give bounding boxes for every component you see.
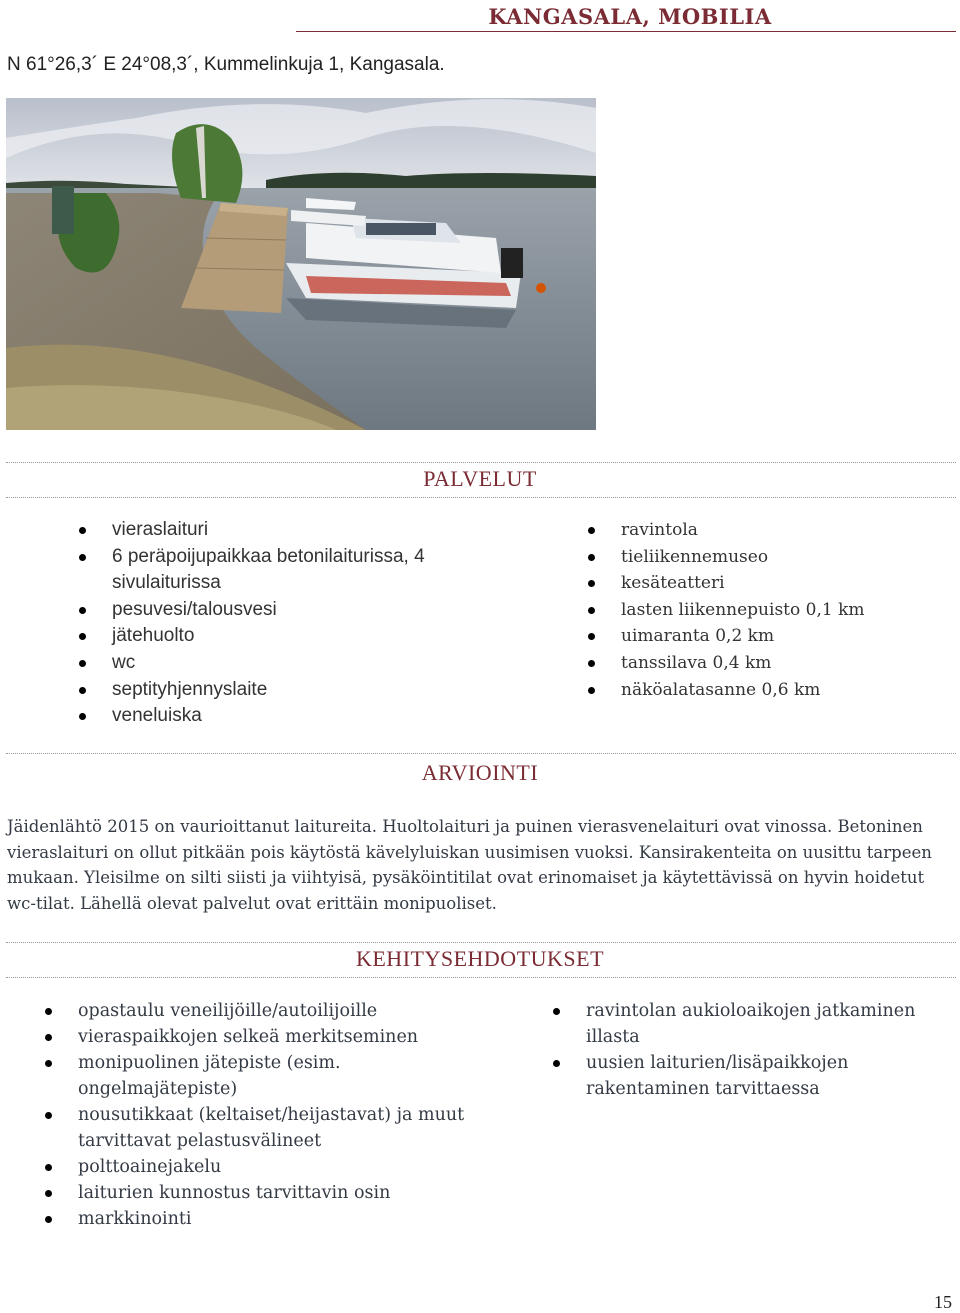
list-item: monipuolinen jätepiste (esim. ongelmajätepiste): [40, 1050, 470, 1102]
list-item: uusien laiturien/lisäpaikkojen rakentaminen tarvittaessa: [548, 1050, 958, 1102]
bullet-icon: [79, 527, 86, 534]
bullet-icon: [45, 1034, 52, 1041]
page-number: 15: [934, 1292, 952, 1312]
bullet-icon: [79, 633, 86, 640]
list-item: opastaulu veneilijöille/autoilijoille: [40, 998, 470, 1024]
header-rule: [296, 31, 956, 32]
arviointi-heading: ARVIOINTI: [421, 760, 539, 785]
list-item: ravintola: [583, 517, 953, 544]
list-item: jätehuolto: [74, 623, 494, 650]
bullet-icon: [588, 580, 595, 587]
section-rule-palvelut-bottom: [6, 497, 956, 498]
list-item: wc: [74, 650, 494, 677]
palvelut-right-list: [583, 517, 953, 703]
list-item: polttoainejakelu: [40, 1154, 470, 1180]
location-coordinates: N 61°26,3´ E 24°08,3´, Kummelinkuja 1, Kangasala.: [7, 54, 445, 75]
list-item: ravintolan aukioloaikojen jatkaminen illasta: [548, 998, 958, 1050]
bullet-icon: [45, 1190, 52, 1197]
list-item: nousutikkaat (keltaiset/heijastavat) ja muut tarvittavat pelastusvälineet: [40, 1102, 470, 1154]
palvelut-heading: PALVELUT: [423, 466, 537, 491]
bullet-icon: [588, 527, 595, 534]
palvelut-left-list: [74, 517, 494, 730]
list-item: tieliikennemuseo: [583, 544, 953, 571]
kehitys-left-list: [40, 998, 470, 1232]
list-item: veneluiska: [74, 703, 494, 730]
page-header-title: KANGASALA, MOBILIA: [488, 4, 772, 29]
kehitysehdotukset-heading: KEHITYSEHDOTUKSET: [355, 946, 605, 971]
bullet-icon: [79, 607, 86, 614]
list-item: näköalatasanne 0,6 km: [583, 677, 953, 704]
list-item: pesuvesi/talousvesi: [74, 597, 494, 624]
bullet-icon: [79, 713, 86, 720]
list-item: uimaranta 0,2 km: [583, 623, 953, 650]
bullet-icon: [79, 660, 86, 667]
bullet-icon: [45, 1060, 52, 1067]
bullet-icon: [45, 1164, 52, 1171]
list-item: tanssilava 0,4 km: [583, 650, 953, 677]
section-rule-arviointi: [6, 753, 956, 754]
bullet-icon: [588, 633, 595, 640]
section-rule-palvelut-top: [6, 462, 956, 463]
bullet-icon: [79, 687, 86, 694]
section-rule-kehitys-top: [6, 942, 956, 943]
list-item: laiturien kunnostus tarvittavin osin: [40, 1180, 470, 1206]
arviointi-paragraph: Jäidenlähtö 2015 on vaurioittanut laitureita. Huoltolaituri ja puinen vierasvenelaituri ovat vinossa. Betoninen vieraslaituri on ollut pitkään pois käytöstä kävelyluiskan uusimisen vuoksi. Kansirakenteita on uusittu tarpeen mukaan. Yleisilme on silti siisti ja viihtyisä, pysäköintitilat ovat erinomaiset ja käytettävissä on hyvin hoidetut wc-tilat. Lähellä olevat palvelut ovat erittäin monipuoliset.: [7, 817, 932, 914]
bullet-icon: [45, 1216, 52, 1223]
list-item: vieraslaituri: [74, 517, 494, 544]
list-item: vieraspaikkojen selkeä merkitseminen: [40, 1024, 470, 1050]
list-item: lasten liikennepuisto 0,1 km: [583, 597, 953, 624]
bullet-icon: [79, 554, 86, 561]
list-item: markkinointi: [40, 1206, 470, 1232]
kehitys-right-list: [548, 998, 958, 1102]
bullet-icon: [45, 1112, 52, 1119]
bullet-icon: [553, 1008, 560, 1015]
bullet-icon: [588, 687, 595, 694]
list-item: kesäteatteri: [583, 570, 953, 597]
bullet-icon: [45, 1008, 52, 1015]
list-item: 6 peräpoijupaikkaa betonilaiturissa, 4 sivulaiturissa: [74, 544, 494, 597]
marina-photo: [6, 98, 596, 430]
bullet-icon: [588, 607, 595, 614]
bullet-icon: [553, 1060, 560, 1067]
bullet-icon: [588, 660, 595, 667]
bullet-icon: [588, 554, 595, 561]
section-rule-kehitys-bottom: [6, 977, 956, 978]
list-item: septityhjennyslaite: [74, 677, 494, 704]
